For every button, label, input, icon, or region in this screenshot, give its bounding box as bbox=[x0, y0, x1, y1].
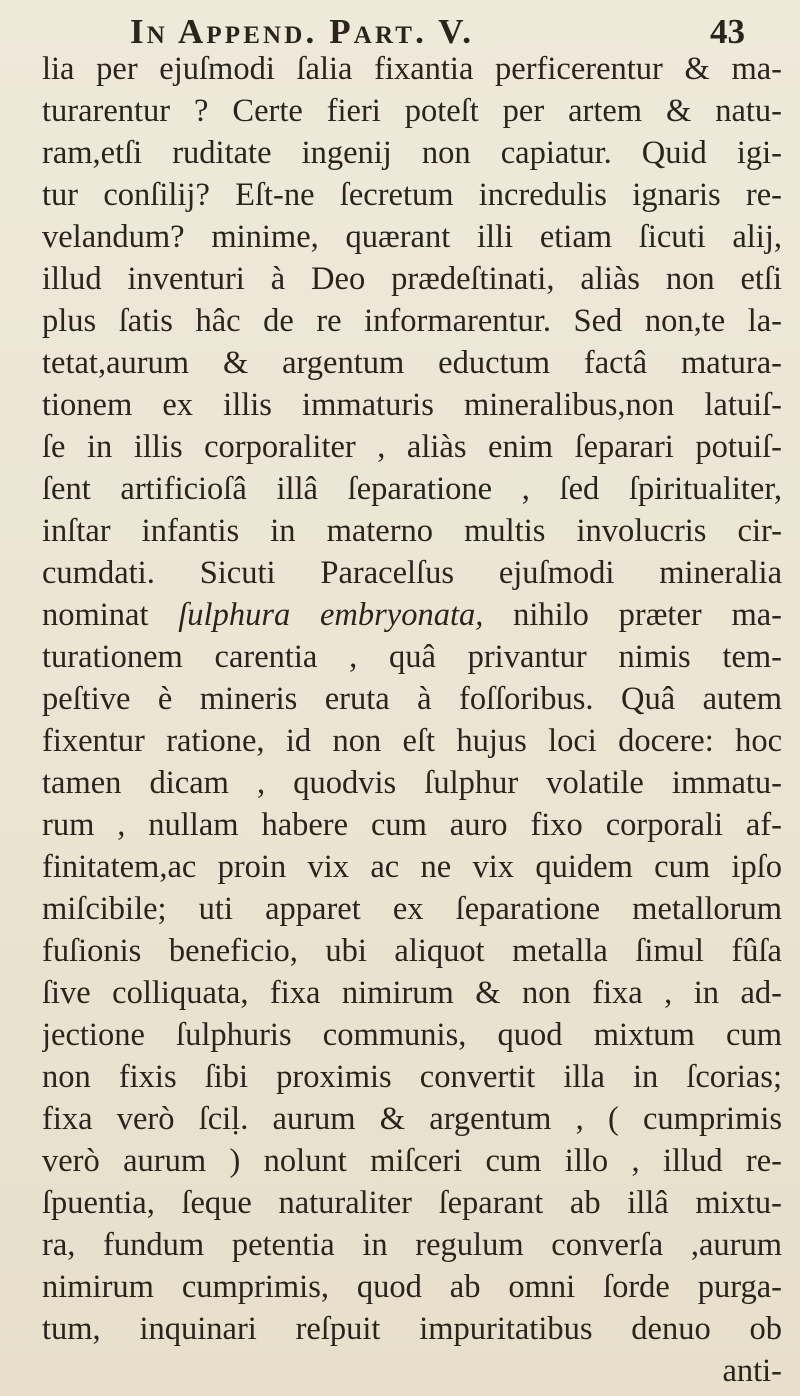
text-line bbox=[42, 1098, 782, 1140]
text-segment: nominat bbox=[42, 597, 179, 633]
text-segment: ſent artificioſâ illâ ſeparatione , ſed ſpiritualiter, bbox=[42, 471, 782, 507]
text-segment: illud inventuri à Deo prædeſtinati, aliàs non etſi bbox=[42, 261, 782, 297]
text-line bbox=[42, 1056, 782, 1098]
text-segment: ſe in illis corporaliter , aliàs enim ſeparari potuiſ- bbox=[42, 429, 782, 465]
text-line bbox=[42, 1308, 782, 1350]
text-line bbox=[42, 258, 782, 300]
text-segment: tionem ex illis immaturis mineralibus,non latuiſ- bbox=[42, 387, 782, 423]
text-line bbox=[42, 174, 782, 216]
text-line bbox=[42, 888, 782, 930]
text-segment: fixentur ratione, id non eſt hujus loci docere: hoc bbox=[42, 723, 782, 759]
catchword: anti- bbox=[722, 1353, 782, 1389]
page-number: 43 bbox=[710, 12, 745, 51]
text-body bbox=[42, 48, 782, 1392]
text-line bbox=[42, 300, 782, 342]
text-line bbox=[42, 552, 782, 594]
text-segment: ra, fundum petentia in regulum converſa ,aurum bbox=[42, 1227, 782, 1263]
text-line bbox=[42, 678, 782, 720]
text-line bbox=[42, 342, 782, 384]
text-segment: fixa verò ſciḷ. aurum & argentum , ( cumprimis bbox=[42, 1101, 782, 1137]
text-line bbox=[42, 510, 782, 552]
text-line bbox=[42, 1140, 782, 1182]
page-header bbox=[130, 12, 770, 52]
text-line bbox=[42, 846, 782, 888]
text-line bbox=[42, 1014, 782, 1056]
text-segment: fuſionis beneficio, ubi aliquot metalla ſimul fûſa bbox=[42, 933, 782, 969]
text-line bbox=[42, 720, 782, 762]
text-segment: non fixis ſibi proximis convertit illa in ſcorias; bbox=[42, 1059, 782, 1095]
text-segment: tur conſilij? Eſt-ne ſecretum incredulis ignaris re- bbox=[42, 177, 782, 213]
text-segment: rum , nullam habere cum auro fixo corporali af- bbox=[42, 807, 782, 843]
text-segment: jectione ſulphuris communis, quod mixtum cum bbox=[42, 1017, 782, 1053]
text-segment: lia per ejuſmodi ſalia fixantia perficerentur & ma- bbox=[42, 51, 782, 87]
text-line bbox=[42, 426, 782, 468]
text-segment: nihilo præter ma- bbox=[483, 597, 782, 633]
text-line bbox=[42, 48, 782, 90]
text-segment: ſpuentia, ſeque naturaliter ſeparant ab illâ mixtu- bbox=[42, 1185, 782, 1221]
text-segment: miſcibile; uti apparet ex ſeparatione metallorum bbox=[42, 891, 782, 927]
text-segment: nimirum cumprimis, quod ab omni ſorde purga- bbox=[42, 1269, 782, 1305]
text-line bbox=[42, 804, 782, 846]
text-segment: plus ſatis hâc de re informarentur. Sed non,te la- bbox=[42, 303, 782, 339]
text-line bbox=[42, 90, 782, 132]
text-segment: cumdati. Sicuti Paracelſus ejuſmodi mineralia bbox=[42, 555, 782, 591]
text-segment: turationem carentia , quâ privantur nimis tem- bbox=[42, 639, 782, 675]
text-line bbox=[42, 762, 782, 804]
text-segment: peſtive è mineris eruta à foſſoribus. Quâ autem bbox=[42, 681, 782, 717]
text-segment: ram,etſi ruditate ingenij non capiatur. Quid igi- bbox=[42, 135, 782, 171]
text-segment: turarentur ? Certe fieri poteſt per artem & natu- bbox=[42, 93, 782, 129]
text-segment: finitatem,ac proin vix ac ne vix quidem cum ipſo bbox=[42, 849, 782, 885]
text-line bbox=[42, 1266, 782, 1308]
text-segment: tetat,aurum & argentum eductum factâ matura- bbox=[42, 345, 782, 381]
text-line bbox=[42, 384, 782, 426]
text-line bbox=[42, 216, 782, 258]
text-line bbox=[42, 132, 782, 174]
text-line bbox=[42, 468, 782, 510]
text-segment: ſive colliquata, fixa nimirum & non fixa , in ad- bbox=[42, 975, 782, 1011]
text-line bbox=[42, 594, 782, 636]
text-line bbox=[42, 930, 782, 972]
text-line bbox=[42, 972, 782, 1014]
text-line bbox=[42, 1182, 782, 1224]
text-segment: velandum? minime, quærant illi etiam ſicuti alij, bbox=[42, 219, 782, 255]
text-segment: tum, inquinari reſpuit impuritatibus denuo ob bbox=[42, 1311, 782, 1347]
running-title: In Append. Part. V. bbox=[130, 12, 475, 51]
text-segment: verò aurum ) nolunt miſceri cum illo , illud re- bbox=[42, 1143, 782, 1179]
text-segment: tamen dicam , quodvis ſulphur volatile immatu- bbox=[42, 765, 782, 801]
text-line bbox=[42, 1224, 782, 1266]
text-segment: ſulphura embryonata, bbox=[178, 597, 484, 633]
text-line bbox=[42, 636, 782, 678]
text-segment: inſtar infantis in materno multis involucris cir- bbox=[42, 513, 782, 549]
